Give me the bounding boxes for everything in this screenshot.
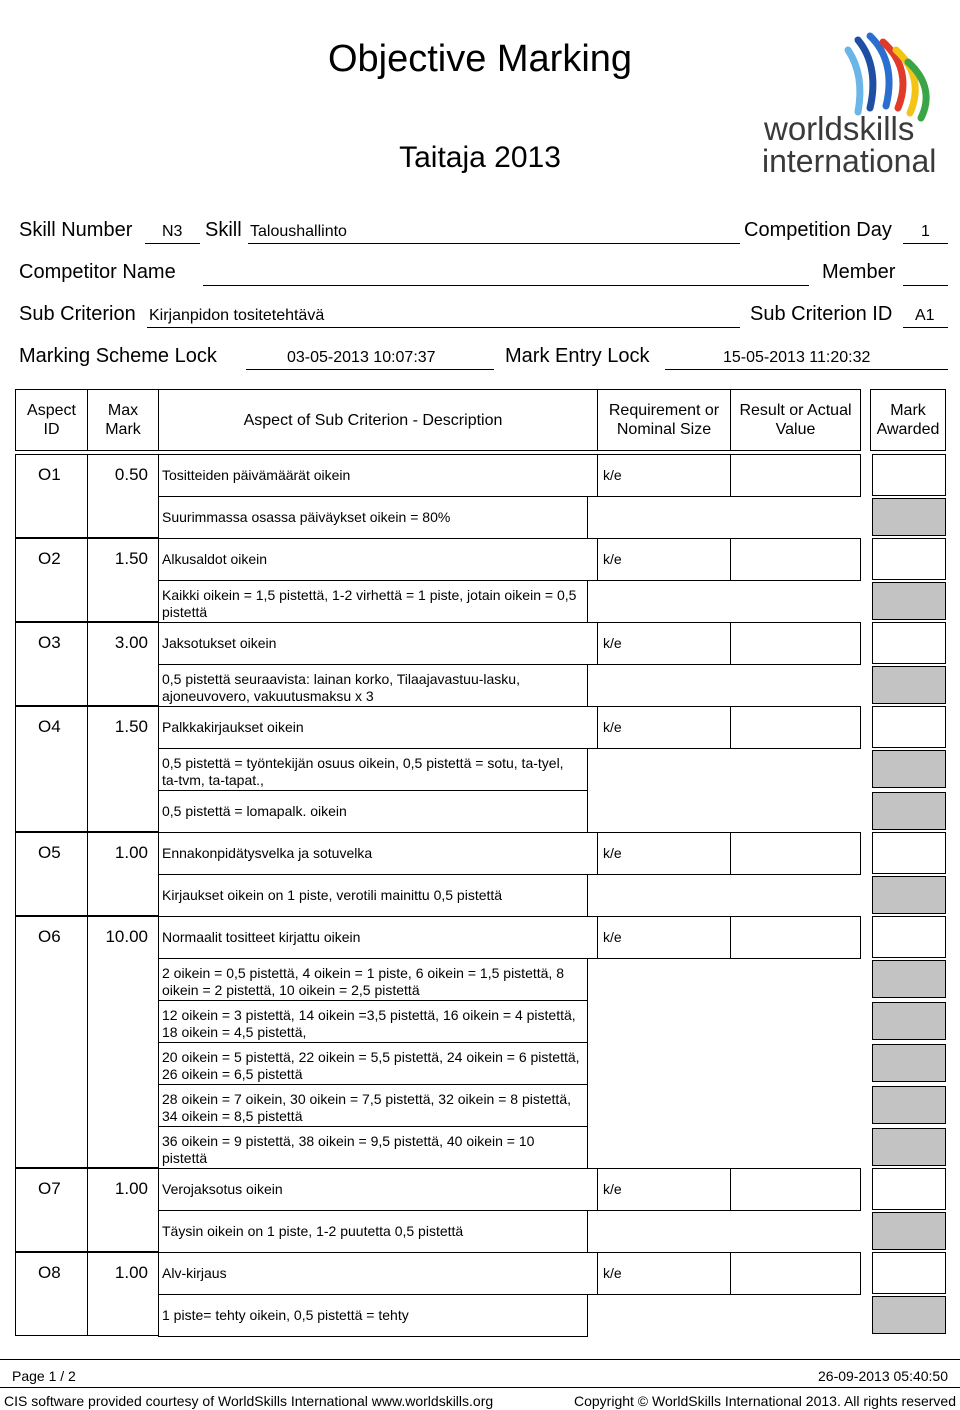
skill-label: Skill — [205, 219, 242, 241]
aspect-description: Ennakonpidätysvelka ja sotuvelka — [162, 845, 373, 861]
mark-awarded-input[interactable] — [872, 832, 946, 874]
aspect-description: Normaalit tositteet kirjattu oikein — [162, 929, 361, 945]
logo-line1: worldskills — [764, 110, 915, 147]
aspect-id: O6 — [38, 927, 61, 946]
aspect-max-mark: 1.50 — [114, 717, 148, 736]
mark-awarded-input[interactable] — [872, 706, 946, 748]
sub-description: 28 oikein = 7 oikein, 30 oikein = 7,5 pistettä, 32 oikein = 8 pistettä, 34 oikein = 8,5 pistettä — [162, 1091, 571, 1124]
aspect-id: O1 — [38, 465, 61, 484]
sub-criterion-value: Kirjanpidon tositetehtävä — [149, 307, 325, 324]
sub-description: 0,5 pistettä seuraavista: lainan korko, Tilaajavastuu-lasku, ajoneuvovero, vakuutusmaksu x 3 — [162, 671, 520, 704]
sub-criterion-label: Sub Criterion — [19, 303, 136, 325]
sub-description: Kaikki oikein = 1,5 pistettä, 1-2 virhettä = 1 piste, jotain oikein = 0,5 pistettä — [162, 587, 577, 620]
aspect-id: O4 — [38, 717, 61, 736]
sub-mark-shaded — [872, 960, 946, 998]
aspect-description: Alv-kirjaus — [162, 1265, 227, 1281]
sub-mark-shaded — [872, 1044, 946, 1082]
aspect-description: Palkkakirjaukset oikein — [162, 719, 304, 735]
sub-description: 36 oikein = 9 pistettä, 38 oikein = 9,5 pistettä, 40 oikein = 10 pistettä — [162, 1133, 535, 1166]
sub-description: Kirjaukset oikein on 1 piste, verotili mainittu 0,5 pistettä — [162, 887, 503, 903]
aspect-id: O8 — [38, 1263, 61, 1282]
page-title: Objective Marking — [327, 38, 633, 80]
aspect-max-mark: 3.00 — [114, 633, 148, 652]
mark-entry-lock-value: 15-05-2013 11:20:32 — [723, 349, 871, 366]
mark-entry-lock-label: Mark Entry Lock — [505, 345, 650, 367]
logo-line2: international — [762, 143, 937, 178]
sub-description: 1 piste= tehty oikein, 0,5 pistettä = tehty — [162, 1307, 409, 1323]
aspect-requirement: k/e — [603, 845, 622, 861]
aspect-result-cell[interactable] — [730, 454, 861, 497]
aspect-requirement: k/e — [603, 929, 622, 945]
sub-mark-shaded — [872, 1128, 946, 1166]
col-mark-awarded: Mark Awarded — [876, 402, 940, 438]
sub-description: 20 oikein = 5 pistettä, 22 oikein = 5,5 pistettä, 24 oikein = 6 pistettä, 26 oikein = 6,5 pistettä — [162, 1049, 580, 1082]
mark-awarded-input[interactable] — [872, 538, 946, 580]
print-timestamp: 26-09-2013 05:40:50 — [818, 1368, 948, 1384]
mark-awarded-input[interactable] — [872, 622, 946, 664]
copyright-text: Copyright © WorldSkills International 2013. All rights reserved — [573, 1393, 956, 1409]
aspect-result-cell[interactable] — [730, 916, 861, 959]
sub-mark-shaded — [872, 876, 946, 914]
aspect-requirement: k/e — [603, 551, 622, 567]
sub-description: 12 oikein = 3 pistettä, 14 oikein =3,5 pistettä, 16 oikein = 4 pistettä, 18 oikein = 4,5 pistettä, — [162, 1007, 576, 1040]
aspect-requirement: k/e — [603, 1181, 622, 1197]
sub-mark-shaded — [872, 1296, 946, 1334]
mark-awarded-input[interactable] — [872, 1252, 946, 1294]
courtesy-text: CIS software provided courtesy of WorldSkills International www.worldskills.org — [4, 1393, 494, 1409]
aspect-result-cell[interactable] — [730, 1252, 861, 1295]
aspect-id-cell — [15, 916, 88, 1168]
mark-awarded-input[interactable] — [872, 454, 946, 496]
aspect-requirement: k/e — [603, 1265, 622, 1281]
event-title: Taitaja 2013 — [399, 141, 561, 174]
skill-value: Taloushallinto — [250, 223, 347, 240]
skill-number-label: Skill Number — [19, 219, 133, 241]
sub-mark-shaded — [872, 750, 946, 788]
col-result: Result or Actual Value — [739, 402, 852, 438]
sub-criterion-id-label: Sub Criterion ID — [750, 303, 893, 325]
sub-mark-shaded — [872, 582, 946, 620]
aspect-requirement: k/e — [603, 635, 622, 651]
aspect-max-mark: 1.00 — [114, 1179, 148, 1198]
sub-description: Suurimmassa osassa päiväykset oikein = 80% — [162, 509, 451, 525]
mark-awarded-input[interactable] — [872, 916, 946, 958]
aspect-description: Jaksotukset oikein — [162, 635, 277, 651]
col-max-mark: Max Mark — [105, 402, 141, 438]
mark-awarded-input[interactable] — [872, 1168, 946, 1210]
aspect-description: Tositteiden päivämäärät oikein — [162, 467, 351, 483]
sub-mark-shaded — [872, 498, 946, 536]
aspect-result-cell[interactable] — [730, 1168, 861, 1211]
aspect-description: Verojaksotus oikein — [162, 1181, 283, 1197]
marking-scheme-lock-label: Marking Scheme Lock — [19, 345, 217, 367]
sub-mark-shaded — [872, 1086, 946, 1124]
aspect-id: O3 — [38, 633, 61, 652]
aspect-description: Alkusaldot oikein — [162, 551, 268, 567]
aspect-max-mark: 0.50 — [114, 465, 148, 484]
sub-mark-shaded — [872, 792, 946, 830]
page-number: Page 1 / 2 — [12, 1368, 76, 1384]
col-description: Aspect of Sub Criterion - Description — [243, 411, 503, 429]
aspect-id: O5 — [38, 843, 61, 862]
sub-description: Täysin oikein on 1 piste, 1-2 puutetta 0,5 pistettä — [162, 1223, 464, 1239]
col-requirement: Requirement or Nominal Size — [608, 402, 720, 438]
competition-day-label: Competition Day — [744, 219, 892, 241]
aspect-result-cell[interactable] — [730, 622, 861, 665]
sub-description: 2 oikein = 0,5 pistettä, 4 oikein = 1 piste, 6 oikein = 1,5 pistettä, 8 oikein = 2 pistettä, 10 oikein = 2,5 pistettä — [162, 965, 564, 998]
sub-mark-shaded — [872, 666, 946, 704]
aspect-max-mark: 1.50 — [114, 549, 148, 568]
aspect-max-cell — [87, 916, 159, 1168]
aspect-result-cell[interactable] — [730, 706, 861, 749]
aspect-max-mark: 1.00 — [114, 1263, 148, 1282]
aspect-requirement: k/e — [603, 467, 622, 483]
sub-description: 0,5 pistettä = lomapalk. oikein — [162, 803, 347, 819]
aspect-max-mark: 10.00 — [105, 927, 148, 946]
sub-mark-shaded — [872, 1002, 946, 1040]
aspect-result-cell[interactable] — [730, 538, 861, 581]
aspect-id: O2 — [38, 549, 61, 568]
member-label: Member — [822, 261, 896, 283]
competitor-name-label: Competitor Name — [19, 261, 176, 283]
skill-number-value: N3 — [162, 223, 183, 240]
competition-day-value: 1 — [921, 223, 930, 240]
sub-mark-shaded — [872, 1212, 946, 1250]
sub-description: 0,5 pistettä = työntekijän osuus oikein, 0,5 pistettä = sotu, ta-tyel, ta-tvm, ta-tapat., — [162, 755, 564, 788]
aspect-requirement: k/e — [603, 719, 622, 735]
sub-criterion-id-value: A1 — [915, 307, 935, 324]
aspect-id: O7 — [38, 1179, 61, 1198]
aspect-max-mark: 1.00 — [114, 843, 148, 862]
col-aspect-id: Aspect ID — [27, 402, 76, 438]
aspect-result-cell[interactable] — [730, 832, 861, 875]
marking-scheme-lock-value: 03-05-2013 10:07:37 — [287, 349, 436, 366]
